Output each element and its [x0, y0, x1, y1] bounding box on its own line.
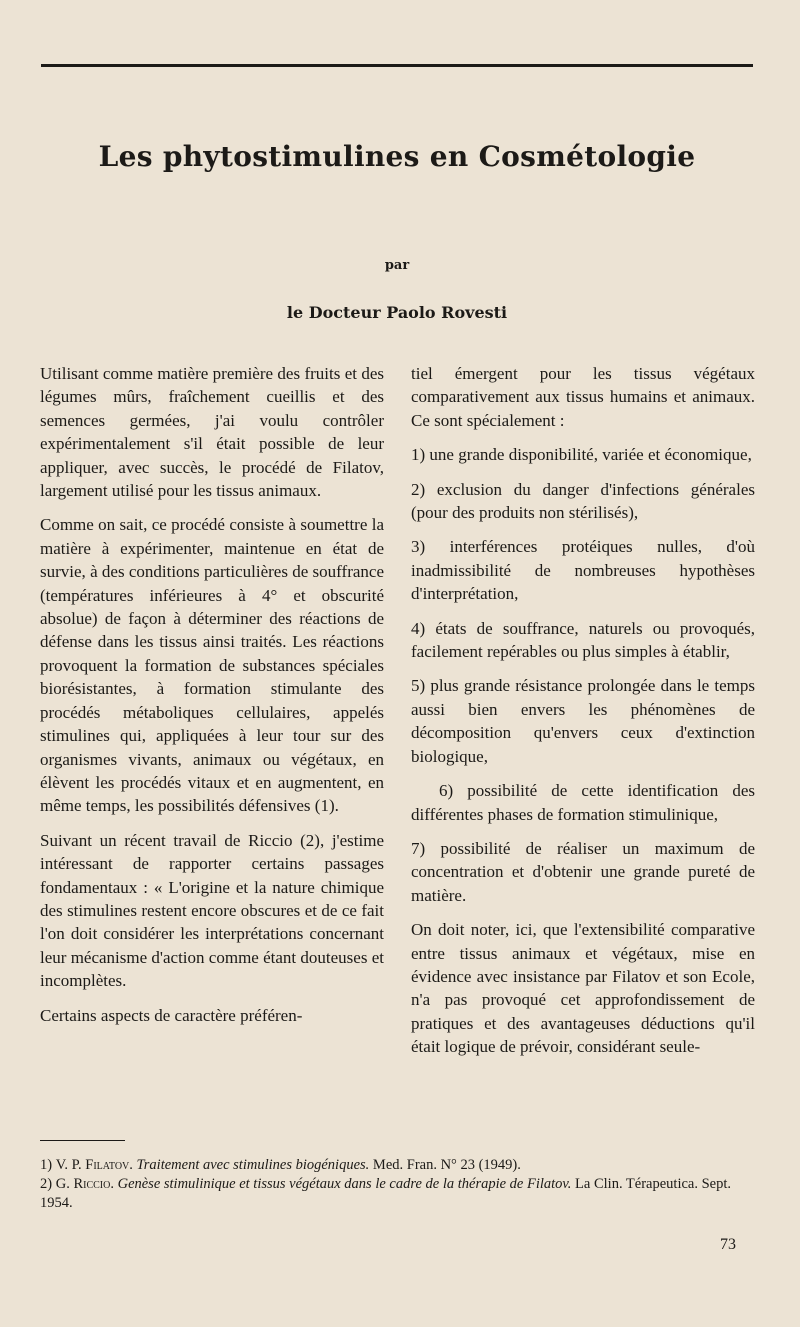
paragraph: Suivant un récent travail de Riccio (2), j'estime intéressant de rapporter certains passages fondamentaux : « L'origine et la nature chimique des stimulines restent encore obscures et de ce fait l'on doit considérer les interprétations concernant leur mécanisme d'action comme étant douteuses et incomplètes. — [40, 830, 384, 991]
list-item: 4) états de souffrance, naturels ou provoqués, facilement repérables ou plus simples à établir, — [411, 618, 755, 662]
list-item: 2) exclusion du danger d'infections générales (pour des produits non stérilisés), — [411, 479, 755, 523]
footnote-2 — [40, 1175, 755, 1213]
list-item: 6) possibilité de cette identification des différentes phases de formation stimulinique, — [411, 781, 755, 824]
right-column — [411, 362, 755, 1070]
page-number: 73 — [720, 1236, 736, 1253]
footnote-marker: 1) — [40, 1157, 53, 1173]
byline-par: par — [384, 258, 410, 273]
list-item: 1) une grande disponibilité, variée et économique, — [411, 445, 752, 465]
footnote-source: Med. Fran. N° 23 (1949). — [372, 1157, 521, 1173]
list-item: 5) plus grande résistance prolongée dans le temps aussi bien envers les phénomènes de décomposition qu'envers ceux d'extinction biologique, — [411, 676, 755, 766]
footnote-title: Genèse stimulinique et tissus végétaux dans le cadre de la thérapie de Filatov. — [117, 1176, 572, 1192]
footnotes — [40, 1156, 755, 1213]
paragraph: On doit noter, ici, que l'extensibilité comparative entre tissus animaux et végétaux, mise en évidence avec insistance par Filatov et son Ecole, n'a pas provoqué cet approfondissement de pratiques et des avantageuses déductions qu'il était logique de prévoir, considérant seule- — [411, 920, 755, 1057]
footnote-title: Traitement avec stimulines biogéniques. — [136, 1157, 370, 1173]
footnote-rule — [40, 1140, 125, 1141]
paragraph: Certains aspects de caractère préféren- — [40, 1005, 303, 1025]
footnote-author: G. Riccio. — [55, 1176, 114, 1192]
paragraph: Comme on sait, ce procédé consiste à soumettre la matière à expérimenter, maintenue en état de survie, à des conditions particulières de souffrance (températures inférieures à 4° et obscurité absolue) de façon à déterminer des réactions de défense dans les tissus ainsi traités. Les réactions provoquent la formation de substances spéciales biorésistantes, à formation stimulante des procédés métaboliques cellulaires, appelés stimulines qui, appliquées à leur tour sur des organismes vivants, animaux ou végétaux, en élèvent les procédés vitaux et en augmentent, en même temps, les possibilités défensives (1). — [40, 515, 384, 816]
paragraph: Utilisant comme matière première des fruits et des légumes mûrs, fraîchement cueillis et des semences germées, j'ai voulu contrôler expérimentalement s'il était possible de leur appliquer, avec succès, le procédé de Filatov, largement utilisé pour les tissus animaux. — [40, 364, 384, 501]
top-rule — [41, 64, 753, 67]
footnote-1 — [40, 1156, 755, 1175]
article-title: Les phytostimulines en Cosmétologie — [98, 140, 696, 173]
footnote-source: La Clin. Térapeutica. Sept. 1954. — [40, 1176, 732, 1211]
footnote-author: V. P. Filatov. — [55, 1157, 133, 1173]
left-column — [40, 362, 384, 1038]
list-item: 3) interférences protéiques nulles, d'où inadmissibilité de nombreuses hypothèses d'interprétation, — [411, 537, 755, 604]
author-name: le Docteur Paolo Rovesti — [286, 303, 508, 322]
list-item: 7) possibilité de réaliser un maximum de concentration et d'obtenir une grande pureté de matière. — [411, 838, 755, 905]
footnote-marker: 2) — [40, 1176, 53, 1192]
paragraph: tiel émergent pour les tissus végétaux comparativement aux tissus humains et animaux. Ce sont spécialement : — [411, 364, 755, 430]
